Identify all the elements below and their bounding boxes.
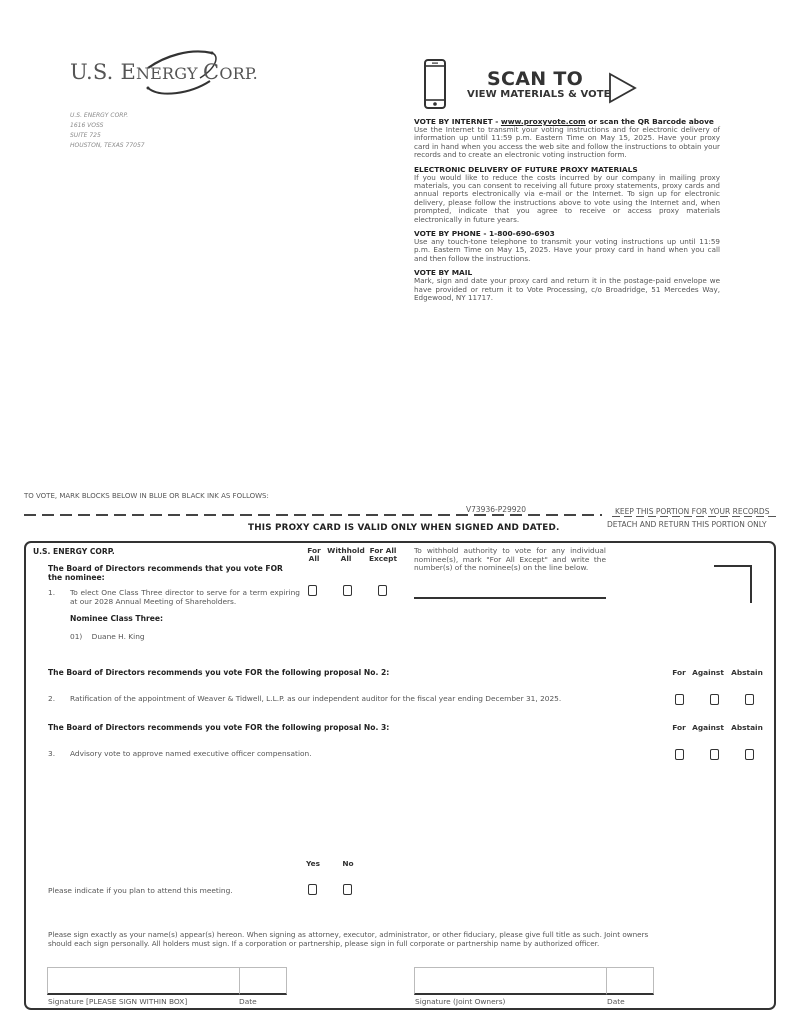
- withhold-instructions: To withhold authority to vote for any individual nominee(s), mark "For All Except" and write the number(s) of the nominee(s) on the line below.: [414, 546, 606, 573]
- primary-date-label: Date: [239, 997, 257, 1006]
- scan-subtitle: VIEW MATERIALS & VOTE: [467, 89, 611, 100]
- signature-instructions: Please sign exactly as your name(s) appear(s) hereon. When signing as attorney, executor, administrator, or other fiduciary, please give full title as such. Joint owners should each sign personally. All holders must sign. If a corporation or partnership, please sign in full corporate or partnership name by authorized officer.: [48, 930, 649, 948]
- address-line: SUITE 725: [70, 132, 101, 139]
- joint-signature-label: Signature (Joint Owners): [415, 997, 506, 1006]
- proposal1-number: 1.: [48, 588, 56, 597]
- proposal3-number: 3.: [48, 749, 56, 758]
- nominee-name: 01) Duane H. King: [70, 632, 145, 641]
- mail-heading: VOTE BY MAIL: [414, 268, 473, 278]
- attend-checkbox-no[interactable]: [343, 884, 352, 895]
- company-address: [70, 111, 145, 151]
- joint-signature-box[interactable]: [414, 967, 607, 995]
- col-withhold-all: Withhold All: [327, 546, 365, 563]
- voting-instructions: [414, 117, 720, 308]
- proposal2-recommendation: The Board of Directors recommends you vote FOR the following proposal No. 2:: [48, 668, 390, 677]
- p3-checkbox-for[interactable]: [675, 749, 684, 760]
- joint-date-box[interactable]: [606, 967, 654, 995]
- p2-checkbox-abstain[interactable]: [745, 694, 754, 705]
- play-triangle-icon: [608, 72, 638, 108]
- primary-signature-label: Signature [PLEASE SIGN WITHIN BOX]: [48, 997, 188, 1006]
- p3-checkbox-against[interactable]: [710, 749, 719, 760]
- internet-heading: VOTE BY INTERNET - www.proxyvote.com or scan the QR Barcode above: [414, 117, 714, 126]
- electronic-heading: ELECTRONIC DELIVERY OF FUTURE PROXY MATERIALS: [414, 164, 638, 174]
- address-line: U.S. ENERGY CORP.: [70, 112, 129, 119]
- mail-body: Mark, sign and date your proxy card and return it in the postage-paid envelope we have provided or return it to Vote Processing, c/o Broadridge, 51 Mercedes Way, Edgewood, NY 11717.: [414, 276, 720, 303]
- proposal3-recommendation: The Board of Directors recommends you vote FOR the following proposal No. 3:: [48, 723, 390, 732]
- address-line: HOUSTON, TEXAS 77057: [70, 142, 145, 149]
- col-for-all-except: For All Except: [368, 546, 398, 563]
- primary-signature-box[interactable]: [47, 967, 240, 995]
- p3-checkbox-abstain[interactable]: [745, 749, 754, 760]
- attend-checkbox-yes[interactable]: [308, 884, 317, 895]
- proposal2-number: 2.: [48, 694, 56, 703]
- attend-question: Please indicate if you plan to attend this meeting.: [48, 886, 233, 895]
- company-logo: [70, 48, 270, 98]
- proposal2-text: Ratification of the appointment of Weaver & Tidwell, L.L.P. as our independent auditor for the fiscal year ending December 31, 2025.: [70, 694, 562, 703]
- internet-body: Use the Internet to transmit your voting instructions and for electronic delivery of information up until 11:59 p.m. Eastern Time on May 15, 2025. Have your proxy card in hand when you access the web site and follow the instructions to obtain your records and to create an electronic voting instruction form.: [414, 125, 720, 160]
- proposal1-recommendation: The Board of Directors recommends that you vote FOR the nominee:: [48, 564, 283, 582]
- address-line: 1616 VOSS: [70, 122, 104, 129]
- attend-col-yes: Yes: [305, 859, 321, 868]
- logo-wordmark: U.S. ENERGY CORP.: [70, 60, 258, 84]
- valid-notice: THIS PROXY CARD IS VALID ONLY WHEN SIGNED AND DATED.: [248, 523, 560, 533]
- checkbox-for-all[interactable]: [308, 585, 317, 596]
- proxyvote-link[interactable]: www.proxyvote.com: [500, 117, 586, 126]
- p2-col-abstain: Abstain: [731, 668, 763, 677]
- electronic-body: If you would like to reduce the costs incurred by our company in mailing proxy materials, you can consent to receiving all future proxy statements, proxy cards and annual reports electronically via e-mail or the Internet. To sign up for electronic delivery, please follow the instructions above to vote using the Internet and, when prompted, indicate that you agree to receive or access proxy materials electronically in future years.: [414, 172, 720, 224]
- registration-corner-mark: [714, 565, 752, 603]
- detach-dashed-line: [24, 514, 602, 516]
- keep-dashed-line: [612, 516, 776, 517]
- proposal3-text: Advisory vote to approve named executive officer compensation.: [70, 749, 312, 758]
- checkbox-for-all-except[interactable]: [378, 585, 387, 596]
- primary-date-box[interactable]: [239, 967, 287, 995]
- p2-checkbox-against[interactable]: [710, 694, 719, 705]
- card-company-name: U.S. ENERGY CORP.: [33, 547, 115, 556]
- joint-date-label: Date: [607, 997, 625, 1006]
- phone-body: Use any touch-tone telephone to transmit your voting instructions up until 11:59 p.m. Eastern Time on May 15, 2025. Have your proxy card in hand when you call and then follow the instructions.: [414, 237, 720, 263]
- p3-col-abstain: Abstain: [731, 723, 763, 732]
- attend-col-no: No: [342, 859, 354, 868]
- phone-heading: VOTE BY PHONE - 1-800-690-6903: [414, 229, 555, 239]
- detach-portion-label: DETACH AND RETURN THIS PORTION ONLY: [607, 520, 767, 529]
- phone-icon: [424, 59, 446, 113]
- control-number: V73936-P29920: [466, 505, 527, 514]
- keep-portion-label: KEEP THIS PORTION FOR YOUR RECORDS: [615, 507, 770, 516]
- p3-col-against: Against: [692, 723, 724, 732]
- p2-col-against: Against: [692, 668, 724, 677]
- mark-note: TO VOTE, MARK BLOCKS BELOW IN BLUE OR BLACK INK AS FOLLOWS:: [24, 492, 269, 500]
- scan-title: SCAN TO: [487, 68, 584, 90]
- p2-checkbox-for[interactable]: [675, 694, 684, 705]
- proposal1-text: To elect One Class Three director to serve for a term expiring at our 2028 Annual Meeting of Shareholders.: [70, 588, 300, 606]
- col-for-all: For All: [307, 546, 321, 563]
- p3-col-for: For: [672, 723, 686, 732]
- nominee-exception-line[interactable]: [414, 597, 606, 599]
- checkbox-withhold-all[interactable]: [343, 585, 352, 596]
- p2-col-for: For: [672, 668, 686, 677]
- nominee-heading: Nominee Class Three:: [70, 614, 164, 623]
